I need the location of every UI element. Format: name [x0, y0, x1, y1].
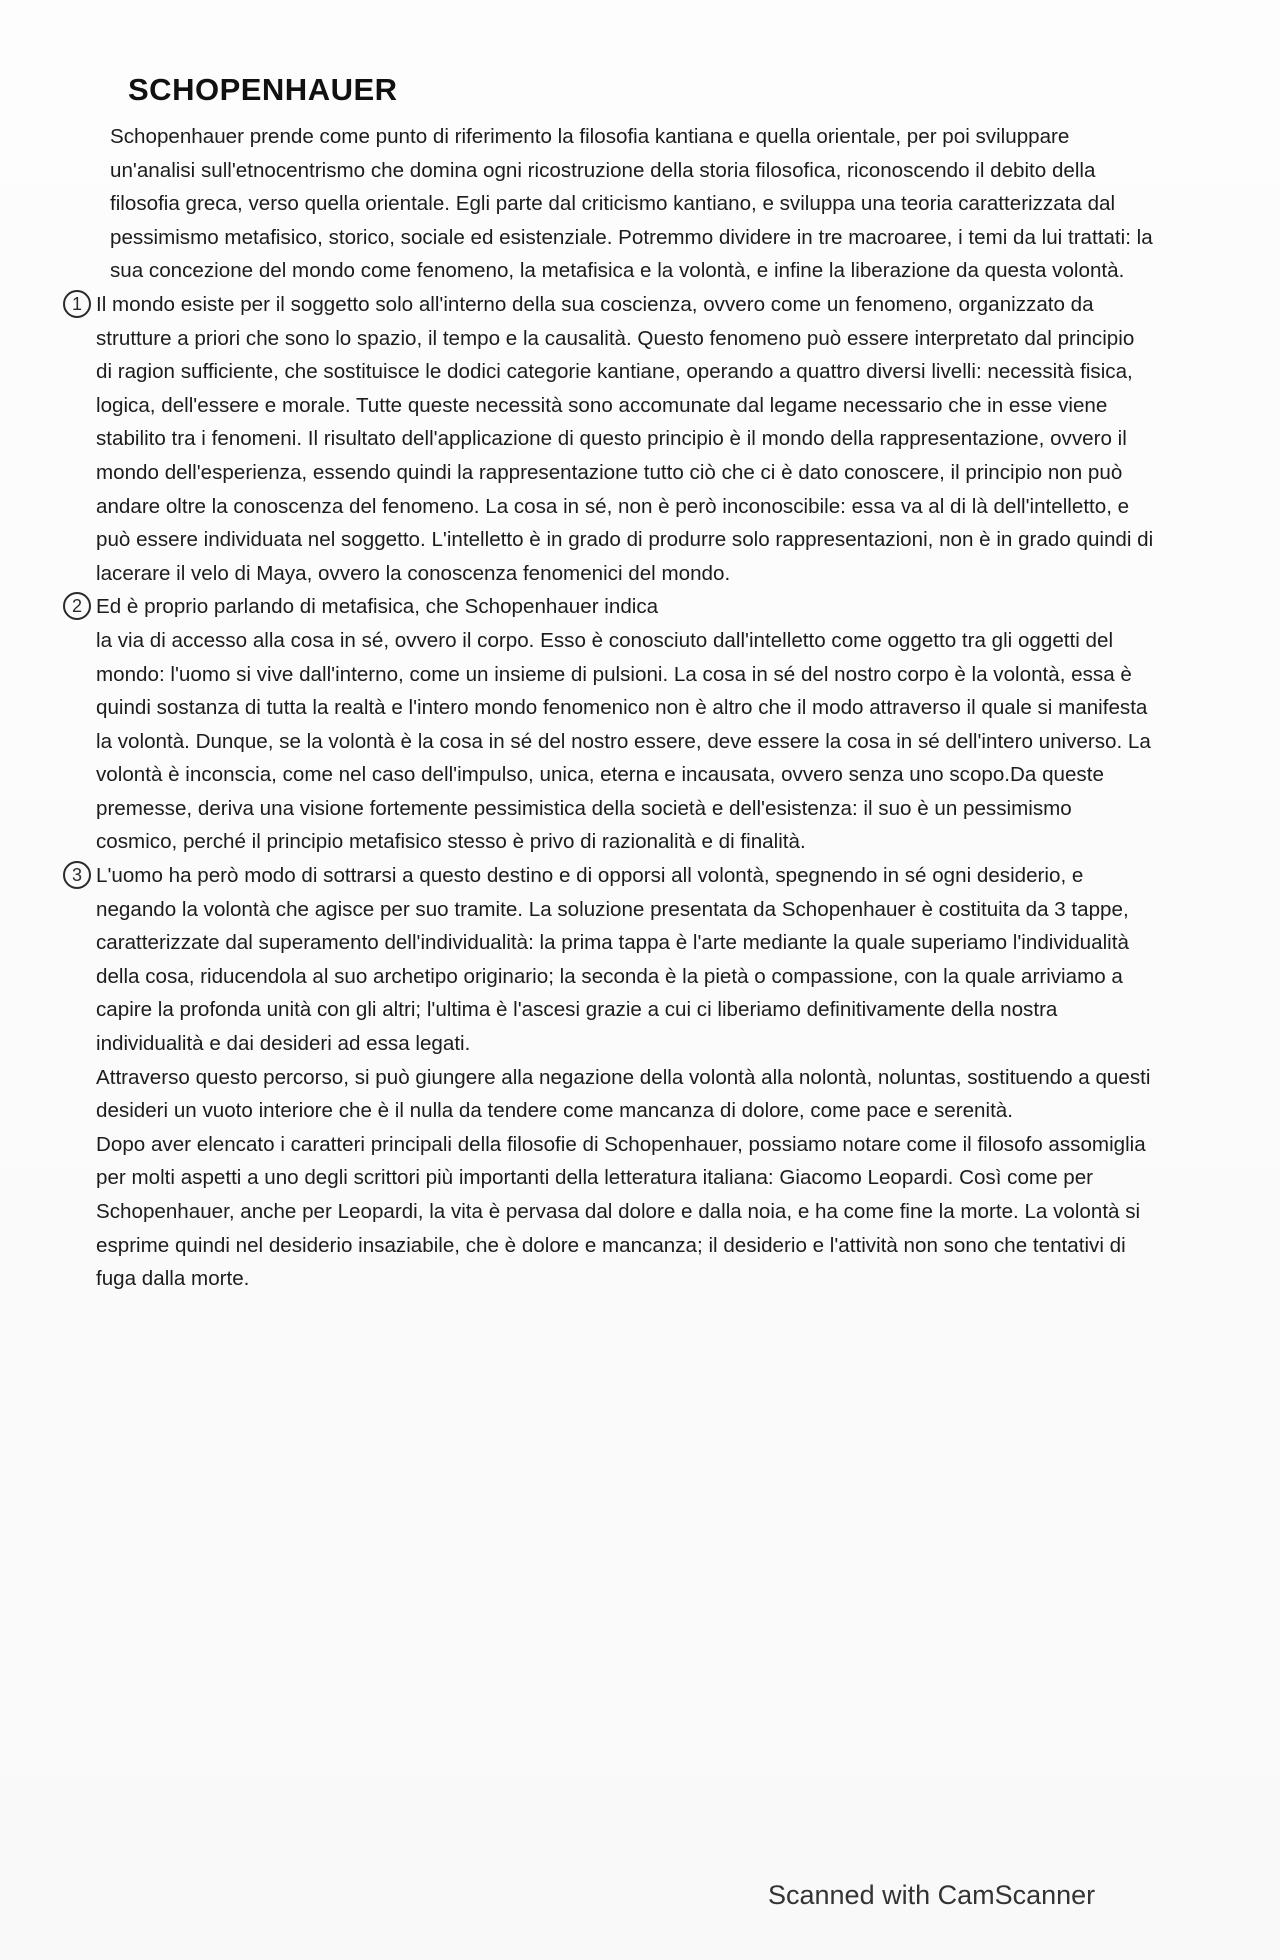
circled-number-marker: 3 [63, 861, 91, 889]
paragraph-text: L'uomo ha però modo di sottrarsi a questo destino e di opporsi all volontà, spegnendo in sé ogni desiderio, e negando la volontà che agisce per suo tramite. La soluzione presentata da Schopenhauer è costituita da 3 tappe, caratterizzate dal superamento dell'individualità: la prima tappa è l'arte mediante la quale superiamo l'individualità della cosa, riducendola al suo archetipo originario; la seconda è la pietà o compassione, con la quale arriviamo a capire la profonda unità con gli altri; l'ultima è l'ascesi grazie a cui ci liberiamo definitivamente della nostra individualità e dai desideri ad essa legati. [96, 864, 1129, 1056]
section-paragraph-2 [71, 590, 1156, 624]
circled-number-marker: 2 [63, 592, 91, 620]
scanner-watermark: Scanned with CamScanner [768, 1880, 1096, 1910]
intro-paragraph [96, 120, 1156, 288]
metaphysics-paragraph [96, 624, 1156, 859]
section-paragraph-1 [71, 288, 1156, 590]
noluntas-paragraph [96, 1061, 1156, 1128]
paragraph-text: Il mondo esiste per il soggetto solo all'interno della sua coscienza, ovvero come un fenomeno, organizzato da strutture a priori che sono lo spazio, il tempo e la causalità. Questo fenomeno può essere interpretato dal principio di ragion sufficiente, che sostituisce le dodici categorie kantiane, operando a quattro diversi livelli: necessità fisica, logica, dell'essere e morale. Tutte queste necessità sono accomunate dal legame necessario che in esse viene stabilito tra i fenomeni. Il risultato dell'applicazione di questo principio è il mondo della rappresentazione, ovvero il mondo dell'esperienza, essendo quindi la rappresentazione tutto ciò che ci è dato conoscere, il principio non può andare oltre la conoscenza del fenomeno. La cosa in sé, non è però inconoscibile: essa va al di là dell'intelletto, e può essere individuata nel soggetto. L'intelletto è in grado di produrre solo rappresentazioni, non è in grado quindi di lacerare il velo di Maya, ovvero la conoscenza fenomenici del mondo. [96, 292, 1154, 585]
paragraph-text: Dopo aver elencato i caratteri principali della filosofie di Schopenhauer, possiamo notare come il filosofo assomiglia per molti aspetti a uno degli scrittori più importanti della letteratura italiana: Giacomo Leopardi. Così come per Schopenhauer, anche per Leopardi, la vita è pervasa dal dolore e dalla noia, e ha come fine la morte. La volontà si esprime quindi nel desiderio insaziabile, che è dolore e mancanza; il desiderio e l'attività non sono che tentativi di fuga dalla morte. [96, 1132, 1146, 1291]
document-body [71, 120, 1156, 1296]
document-title: SCHOPENHAUER [128, 72, 398, 107]
paragraph-text: la via di accesso alla cosa in sé, ovvero il corpo. Esso è conosciuto dall'intelletto come oggetto tra gli oggetti del mondo: l'uomo si vive dall'interno, come un insieme di pulsioni. La cosa in sé del nostro corpo è la volontà, essa è quindi sostanza di tutta la realtà e l'intero mondo fenomenico non è altro che il modo attraverso il quale si manifesta la volontà. Dunque, se la volontà è la cosa in sé del nostro essere, deve essere la cosa in sé dell'intero universo. La volontà è inconscia, come nel caso dell'impulso, unica, eterna e incausata, ovvero senza uno scopo.Da queste premesse, deriva una visione fortemente pessimistica della società e dell'esistenza: il suo è un pessimismo cosmico, perché il principio metafisico stesso è privo di razionalità e di finalità. [96, 628, 1151, 854]
leopardi-paragraph [96, 1128, 1156, 1296]
paragraph-text: Attraverso questo percorso, si può giungere alla negazione della volontà alla nolontà, noluntas, sostituendo a questi desideri un vuoto interiore che è il nulla da tendere come mancanza di dolore, come pace e serenità. [96, 1065, 1151, 1123]
paragraph-text: Ed è proprio parlando di metafisica, che Schopenhauer indica [96, 595, 659, 619]
section-paragraph-3 [71, 859, 1156, 1061]
paragraph-text: Schopenhauer prende come punto di riferimento la filosofia kantiana e quella orientale, per poi sviluppare un'analisi sull'etnocentrismo che domina ogni ricostruzione della storia filosofica, riconoscendo il debito della filosofia greca, verso quella orientale. Egli parte dal criticismo kantiano, e sviluppa una teoria caratterizzata dal pessimismo metafisico, storico, sociale ed esistenziale. Potremmo dividere in tre macroaree, i temi da lui trattati: la sua concezione del mondo come fenomeno, la metafisica e la volontà, e infine la liberazione da questa volontà. [110, 125, 1153, 283]
circled-number-marker: 1 [63, 290, 91, 318]
